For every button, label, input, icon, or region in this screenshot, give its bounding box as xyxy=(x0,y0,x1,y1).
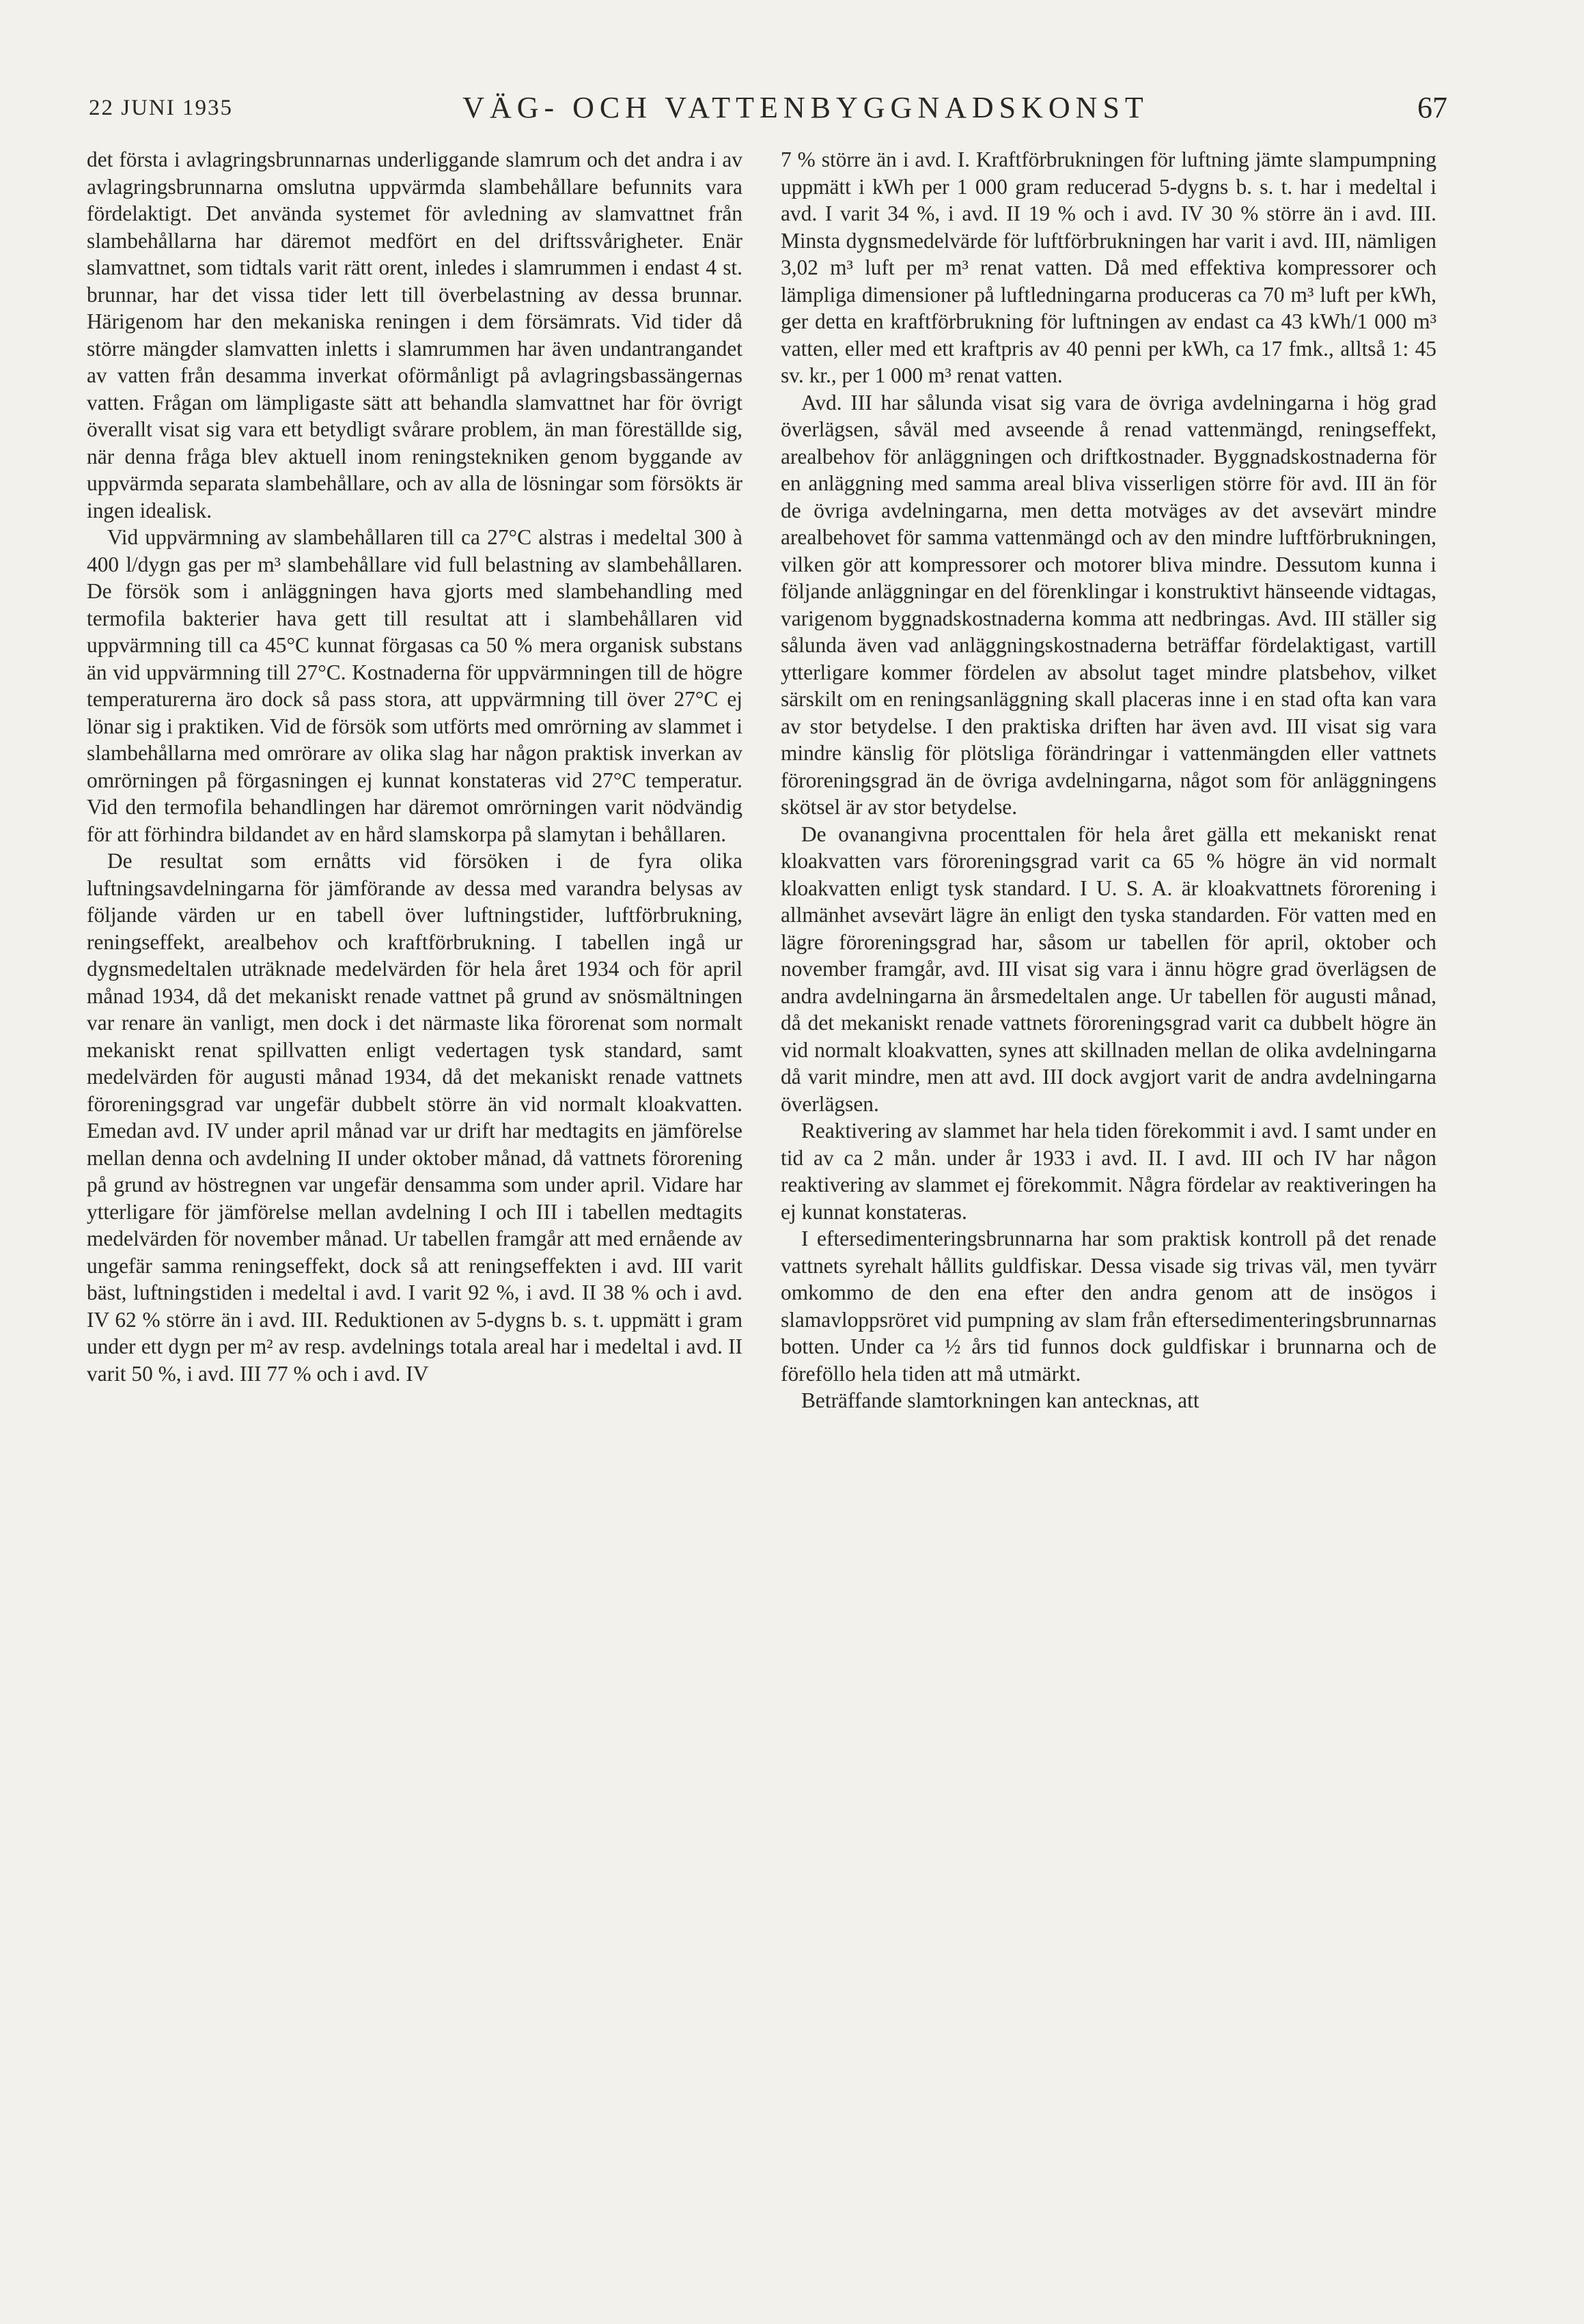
journal-title: VÄG- OCH VATTENBYGGNADSKONST xyxy=(462,91,1149,124)
page-header xyxy=(89,90,1447,131)
issue-date: 22 JUNI 1935 xyxy=(89,96,233,120)
right-column xyxy=(781,146,1436,1414)
paragraph: De resultat som ernåtts vid försöken i de fyra olika luftningsavdelningarna för jämförande av dessa med varandra belysas av följande värden ur en tabell över luftningstider, luftförbrukning, reningseffekt, arealbehov och kraftförbrukning. I tabellen ingå ur dygnsmedeltalen uträknade medelvärden för hela året 1934 och för april månad 1934, då det mekaniskt renade vattnet på grund av snösmältningen var renare än vanligt, men dock i det närmaste lika förorenat som normalt mekaniskt renat spillvatten enligt vedertagen tysk standard, samt medelvärden för augusti månad 1934, då det mekaniskt renade vattnets föroreningsgrad var ungefär dubbelt större än vid normalt kloakvatten. Emedan avd. IV under april månad var ur drift har medtagits en jämförelse mellan denna och avdelning II under oktober månad, då vattnets förorening på grund av höstregnen var ungefär densamma som under april. Vidare har ytterligare för jämförelse mellan avdelning I och III i tabellen medtagits medelvärden för november månad. Ur tabellen framgår att med ernående av ungefär samma reningseffekt, dock så att reningseffekten i avd. III varit bäst, luftningstiden i medeltal i avd. I varit 92 %, i avd. II 38 % och i avd. IV 62 % större än i avd. III. Reduktionen av 5-dygns b. s. t. uppmätt i gram under ett dygn per m² av resp. avdelnings totala areal har i medeltal i avd. II varit 50 %, i avd. III 77 % och i avd. IV xyxy=(87,849,742,1386)
paragraph: det första i avlagringsbrunnarnas underliggande slamrum och det andra i av avlagringsbrunnarna omslutna uppvärmda slambehållare befunnits vara fördelaktigt. Det använda systemet för avledning av slamvattnet från slambehållarna har däremot medfört en del driftssvårigheter. Enär slamvattnet, som tidtals varit rätt orent, inledes i slamrummen i endast 4 st. brunnar, har det vissa tider lett till överbelastning av dessa brunnar. Härigenom har den mekaniska reningen i dem försämrats. Vid tider då större mängder slamvatten inletts i slamrummen har även undantrangandet av vatten från desamma inverkat oförmånligt på avlagringsbassängernas vatten. Frågan om lämpligaste sätt att behandla slamvattnet har för övrigt överallt visat sig vara ett betydligt svårare problem, än man föreställde sig, när denna fråga blev aktuell inom reningstekniken genom byggande av uppvärmda separata slambehållare, och av alla de lösningar som försökts är ingen idealisk. xyxy=(87,148,742,522)
paragraph: Avd. III har sålunda visat sig vara de övriga avdelningarna i hög grad överlägsen, såväl med avseende å renad vattenmängd, reningseffekt, arealbehov för anläggningen och driftkostnader. Byggnadskostnaderna för en anläggning med samma areal bliva visserligen större för avd. III än för de övriga avdelningarna, men detta motväges av det avsevärt mindre arealbehovet för samma vattenmängd och av den mindre luftförbrukningen, vilken gör att kompressorer och motorer bliva mindre. Dessutom kunna i följande anläggningar en del förenklingar i konstruktivt hänseende vidtagas, varigenom byggnadskostnaderna komma att nedbringas. Avd. III ställer sig sålunda även vad anläggningskostnaderna beträffar fördelaktigast, vartill ytterligare kommer fördelen av absolut taget mindre platsbehov, vilket särskilt om en reningsanläggning skall placeras inne i en stad ofta kan vara av stor betydelse. I den praktiska driften har även avd. III visat sig vara mindre känslig för plötsliga förändringar i vattenmängden eller vattnets föroreningsgrad än de övriga avdelningarna, något som för anläggningens skötsel är av stor betydelse. xyxy=(781,390,1436,819)
paragraph: De ovanangivna procenttalen för hela året gälla ett mekaniskt renat kloakvatten vars föroreningsgrad varit ca 65 % högre än vid normalt kloakvatten enligt tysk standard. I U. S. A. är kloakvattnets förorening i allmänhet avsevärt lägre än enligt den tyska standarden. För vatten med en lägre föroreningsgrad har, såsom ur tabellen för april, oktober och november framgår, avd. III visat sig vara i ännu högre grad överlägsen de andra avdelningarna än årsmedeltalen ange. Ur tabellen för augusti månad, då det mekaniskt renade vattnets föroreningsgrad varit ca dubbelt högre än vid normalt kloakvatten, synes att skillnaden mellan de olika avdelningarna då varit mindre, men att avd. III dock avgjort varit de andra avdelningarna överlägsen. xyxy=(781,822,1436,1116)
paragraph: 7 % större än i avd. I. Kraftförbrukningen för luftning jämte slampumpning uppmätt i kWh per 1 000 gram reducerad 5-dygns b. s. t. har i medeltal i avd. I varit 34 %, i avd. II 19 % och i avd. IV 30 % större än i avd. III. Minsta dygnsmedelvärde för luftförbrukningen har varit i avd. III, nämligen 3,02 m³ luft per m³ renat vatten. Då med effektiva kompressorer och lämpliga dimensioner på luftledningarna produceras ca 70 m³ luft per kWh, ger detta en kraftförbrukning för luftningen av endast ca 43 kWh/1 000 m³ vatten, eller med ett kraftpris av 40 penni per kWh, ca 17 fmk., alltså 1: 45 sv. kr., per 1 000 m³ renat vatten. xyxy=(781,148,1436,387)
left-column xyxy=(87,146,742,1387)
page-number: 67 xyxy=(1417,91,1447,124)
paragraph: Reaktivering av slammet har hela tiden förekommit i avd. I samt under en tid av ca 2 mån. under år 1933 i avd. II. I avd. III och IV har någon reaktivering av slammet ej förekommit. Några fördelar av reaktiveringen ha ej kunnat konstateras. xyxy=(781,1119,1436,1224)
paragraph: I eftersedimenteringsbrunnarna har som praktisk kontroll på det renade vattnets syrehalt hållits guldfiskar. Dessa visade sig trivas väl, men tyvärr omkommo de den ena efter den andra genom att de insögos i slamavloppsröret vid pumpning av slam från eftersedimenteringsbrunnarnas botten. Under ca ½ års tid funnos dock guldfiskar i brunnarna och de föreföllo hela tiden att må utmärkt. xyxy=(781,1227,1436,1386)
paragraph: Beträffande slamtorkningen kan antecknas, att xyxy=(801,1388,1199,1412)
paragraph: Vid uppvärmning av slambehållaren till ca 27°C alstras i medeltal 300 à 400 l/dygn gas per m³ slambehållare vid full belastning av slambehållaren. De försök som i anläggningen hava gjorts med slambehandling med termofila bakterier hava gett till resultat att i slambehållaren vid uppvärmning till ca 45°C kunnat förgasas ca 50 % mera organisk substans än vid uppvärmning till 27°C. Kostnaderna för uppvärmningen till de högre temperaturerna äro dock så pass stora, att uppvärmning till över 27°C ej lönar sig i praktiken. Vid de försök som utförts med omrörning av slammet i slambehållarna med omrörare av olika slag har någon praktisk inverkan av omrörningen på förgasningen ej kunnat konstateras vid 27°C temperatur. Vid den termofila behandlingen har däremot omrörningen varit nödvändig för att förhindra bildandet av en hård slamskorpa på slamytan i behållaren. xyxy=(87,525,742,846)
